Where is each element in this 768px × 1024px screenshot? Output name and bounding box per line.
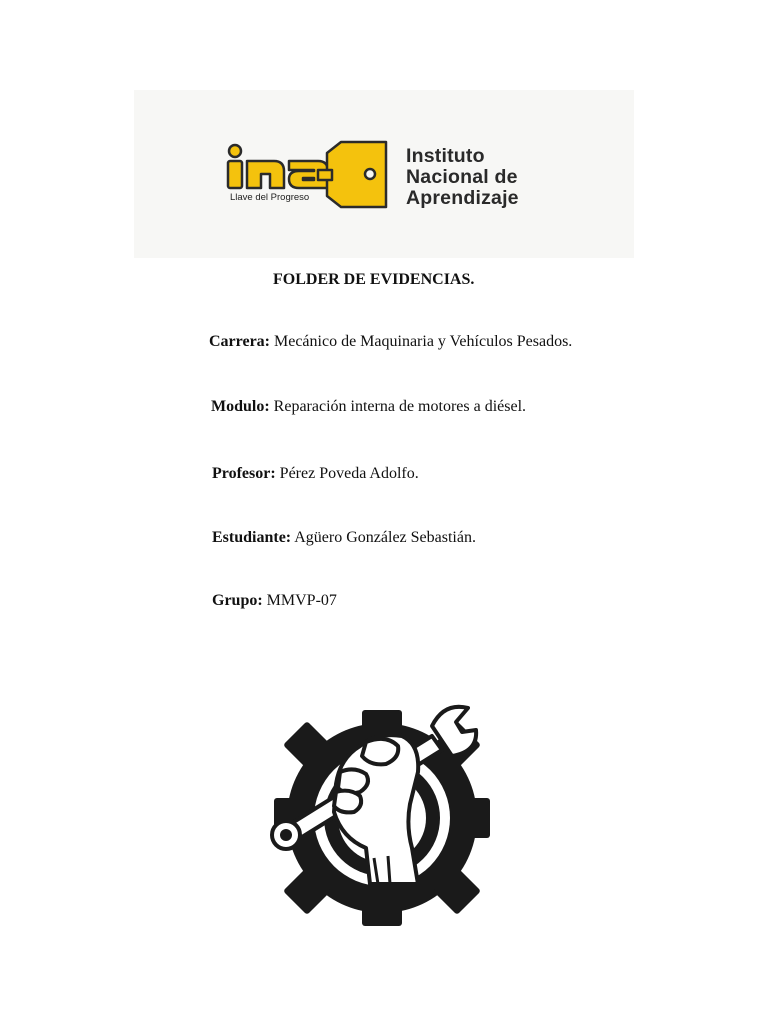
field-value: Pérez Poveda Adolfo. bbox=[279, 465, 419, 482]
field-value: Reparación interna de motores a diésel. bbox=[273, 398, 527, 415]
ina-logo-mark bbox=[134, 90, 634, 258]
institution-line: Nacional de bbox=[406, 166, 518, 188]
field-profesor bbox=[212, 465, 419, 483]
hand-wrench-gear-icon bbox=[262, 688, 502, 938]
field-grupo bbox=[212, 592, 337, 610]
field-label: Profesor: bbox=[212, 465, 276, 482]
field-label: Carrera: bbox=[209, 333, 270, 350]
institution-line: Instituto bbox=[406, 145, 485, 167]
field-label: Estudiante: bbox=[212, 529, 292, 546]
field-carrera bbox=[209, 333, 572, 351]
field-label: Grupo: bbox=[212, 592, 263, 609]
field-modulo bbox=[211, 398, 526, 416]
institution-logo bbox=[134, 90, 634, 258]
institution-name bbox=[406, 146, 519, 209]
field-value: Mecánico de Maquinaria y Vehículos Pesados. bbox=[274, 333, 573, 350]
field-label: Modulo: bbox=[211, 398, 270, 415]
institution-line: Aprendizaje bbox=[406, 187, 519, 209]
logo-tagline: Llave del Progreso bbox=[230, 192, 310, 203]
document-title: FOLDER DE EVIDENCIAS. bbox=[273, 271, 475, 288]
field-value: Agüero González Sebastián. bbox=[294, 529, 476, 546]
field-estudiante bbox=[212, 529, 476, 547]
field-value: MMVP-07 bbox=[266, 592, 337, 609]
